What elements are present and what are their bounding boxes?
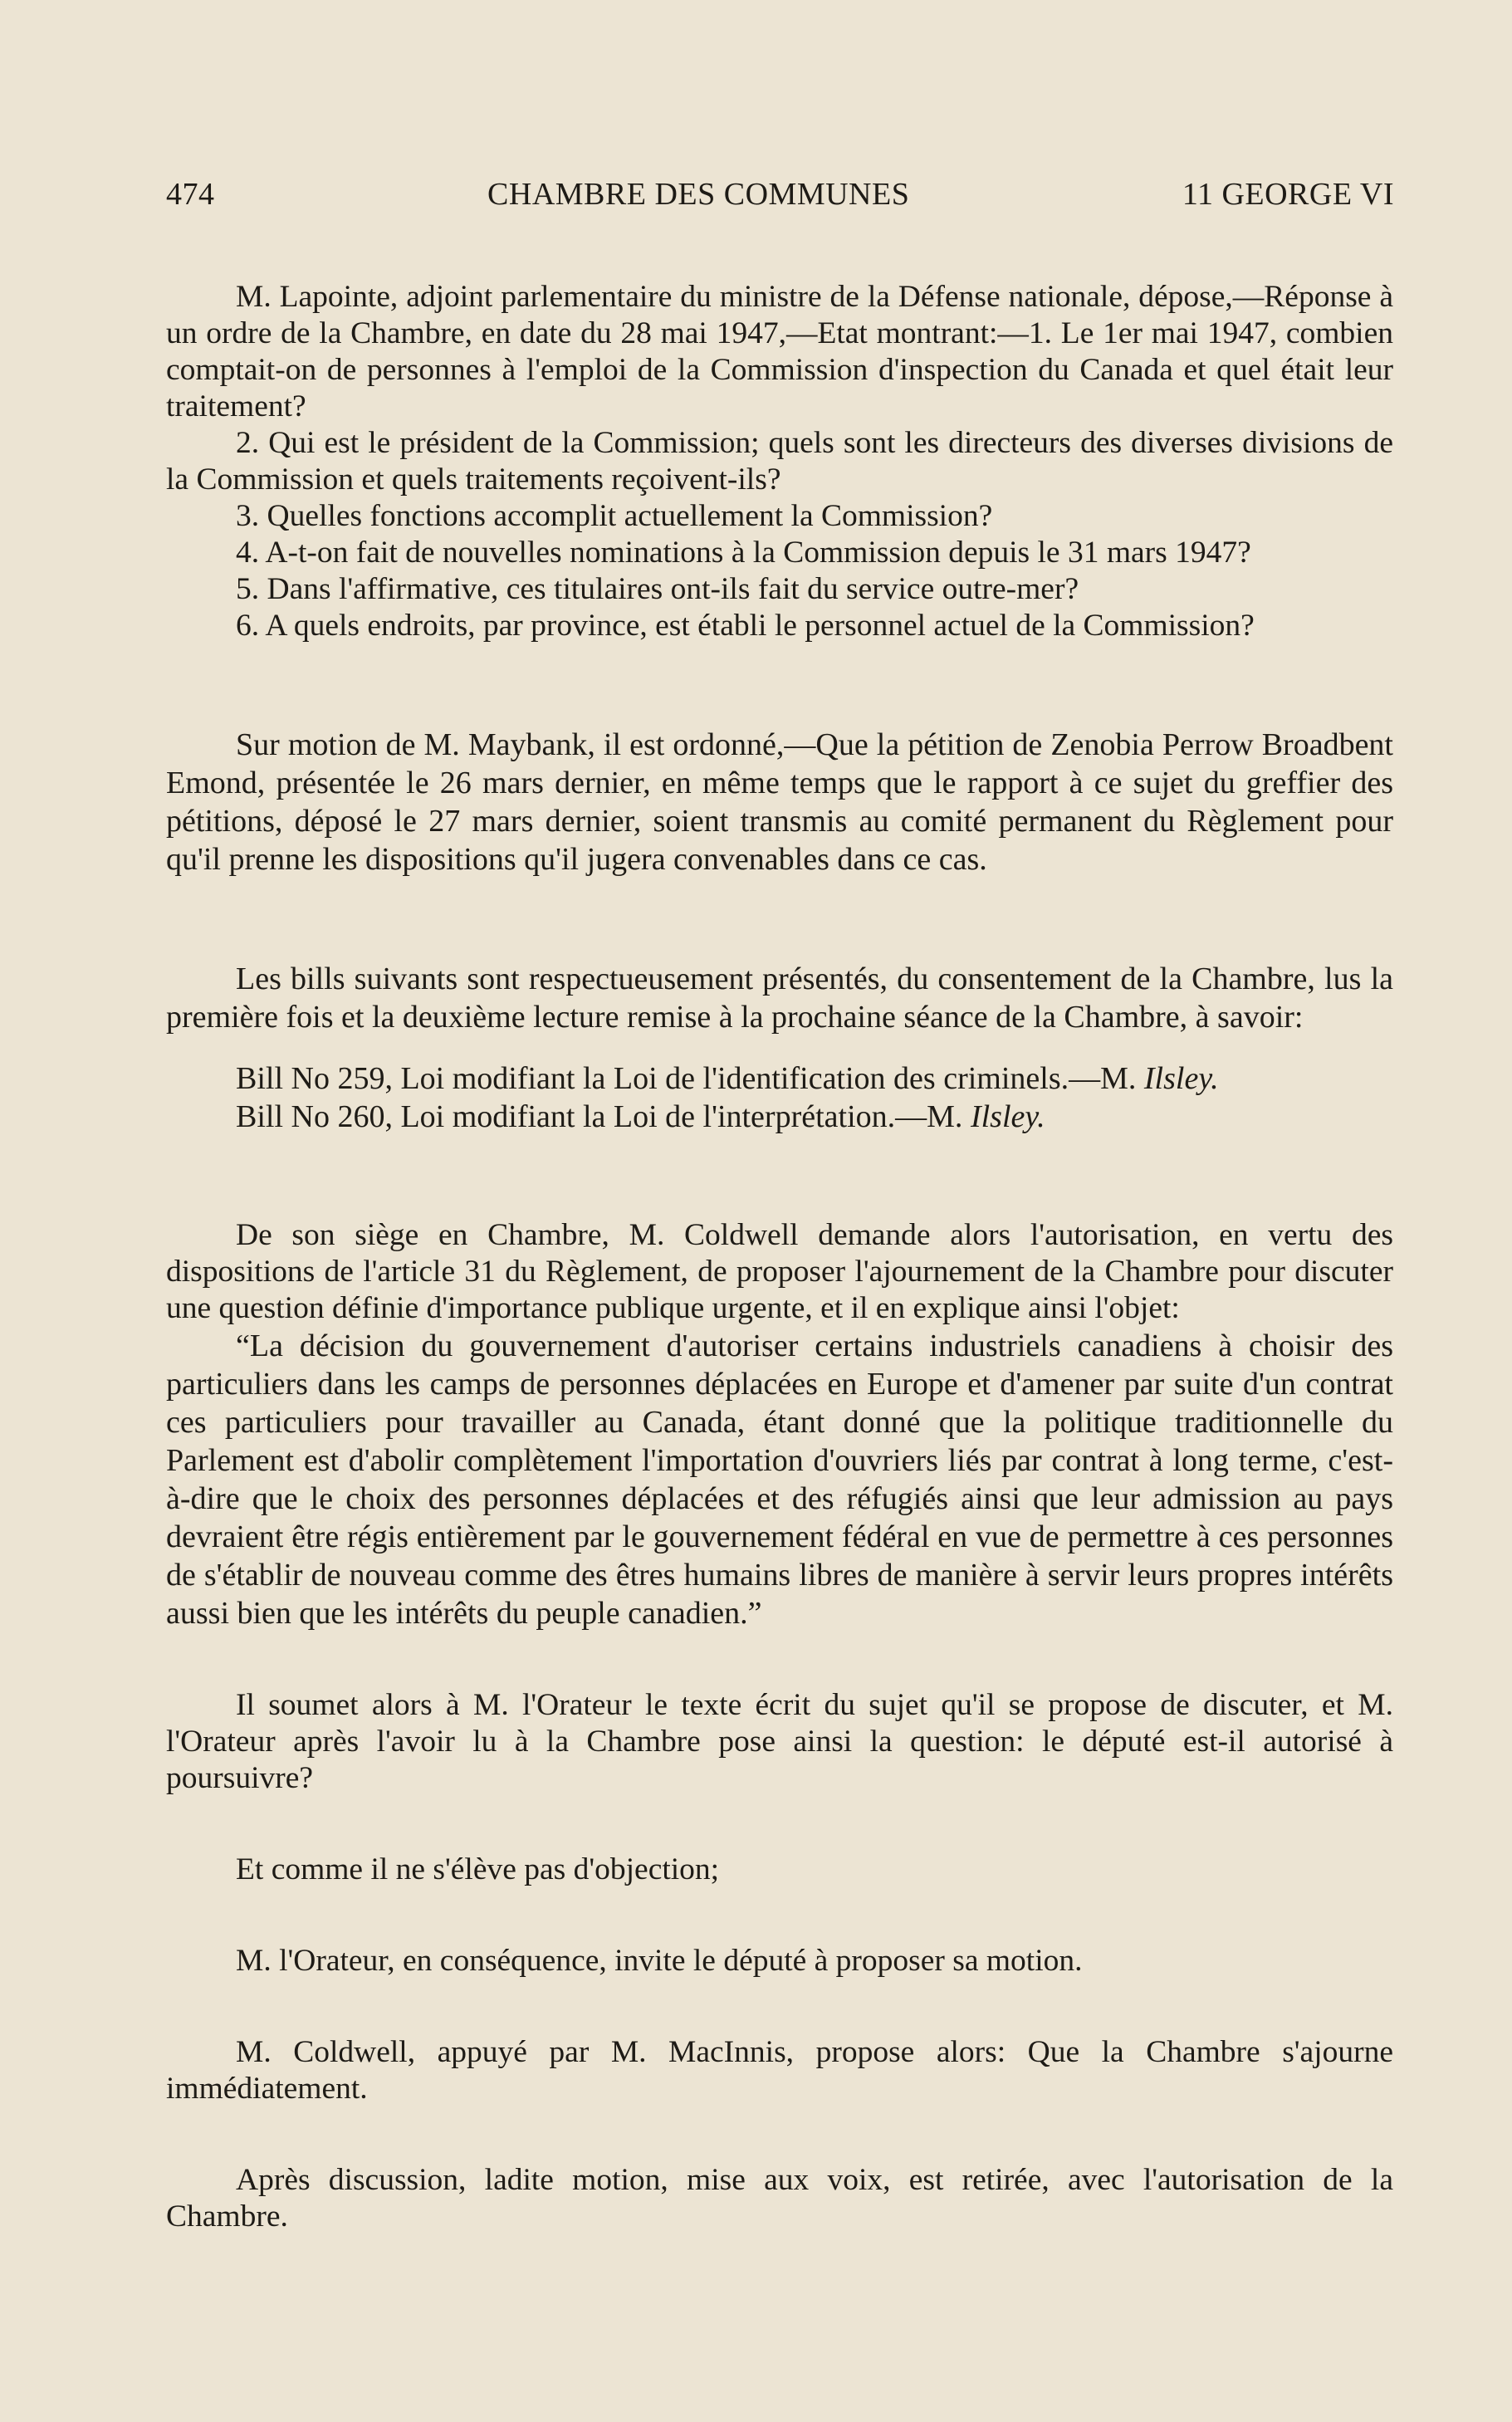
bill-259-sponsor: Ilsley. (1143, 1061, 1219, 1096)
bill-259-text: Bill No 259, Loi modifiant la Loi de l'identification des criminels.—M. (236, 1061, 1144, 1096)
bill-260 (166, 1098, 1393, 1136)
page-number: 474 (166, 177, 215, 212)
question-3: 3. Quelles fonctions accomplit actuellement la Commission? (236, 499, 993, 533)
question-5: 5. Dans l'affirmative, ces titulaires ont-ils fait du service outre-mer? (236, 572, 1079, 606)
running-header (166, 176, 1394, 213)
question-6: 6. A quels endroits, par province, est établi le personnel actuel de la Commission? (236, 609, 1255, 643)
regnal-year: 11 GEORGE VI (1182, 177, 1394, 212)
question-2: 2. Qui est le président de la Commission; quels sont les directeurs des diverses divisions de la Commission et quels traitements reçoivent-ils? (166, 426, 1393, 497)
bill-260-text: Bill No 260, Loi modifiant la Loi de l'interprétation.—M. (236, 1099, 971, 1134)
submit-paragraph: Il soumet alors à M. l'Orateur le texte écrit du sujet qu'il se propose de discuter, et M. l'Orateur après l'avoir lu à la Chambre pose ainsi la question: le député est-il autorisé à poursuivre? (166, 1688, 1393, 1795)
return-intro-paragraph: M. Lapointe, adjoint parlementaire du ministre de la Défense nationale, dépose,—Réponse à un ordre de la Chambre, en date du 28 mai 1947,—Etat montrant:—1. Le 1er mai 1947, combien comptait-on de personnes à l'emploi de la Commission d'inspection du Canada et quel était leur traitement? (166, 280, 1393, 423)
bills-intro-paragraph: Les bills suivants sont respectueusement présentés, du consentement de la Chambre, lus la première fois et la deuxième lecture remise à la prochaine séance de la Chambre, à savoir: (166, 961, 1393, 1035)
motion-paragraph: M. Coldwell, appuyé par M. MacInnis, propose alors: Que la Chambre s'ajourne immédiatement. (166, 2035, 1393, 2106)
petition-paragraph: Sur motion de M. Maybank, il est ordonné,—Que la pétition de Zenobia Perrow Broadbent Emond, présentée le 26 mars dernier, en même temps que le rapport à ce sujet du greffier des pétitions, déposé le 27 mars dernier, soient transmis au comité permanent du Règlement pour qu'il prenne les dispositions qu'il jugera convenables dans ce cas. (166, 727, 1393, 877)
result-paragraph: Après discussion, ladite motion, mise aux voix, est retirée, avec l'autorisation de la Chambre. (166, 2163, 1393, 2234)
question-4: 4. A-t-on fait de nouvelles nominations à la Commission depuis le 31 mars 1947? (236, 536, 1251, 570)
body-text (166, 279, 1393, 2235)
bill-259 (166, 1059, 1393, 1098)
adjournment-quote: “La décision du gouvernement d'autoriser certains industriels canadiens à choisir des particuliers dans les camps de personnes déplacées en Europe et d'amener par suite d'un contrat ces particuliers pour travailler au Canada, étant donné que la politique traditionnelle du Parlement est d'abolir complètement l'importation d'ouvriers liés par contrat à long terme, c'est-à-dire que le choix des personnes déplacées et des réfugiés ainsi que leur admission au pays devraient être régis entièrement par le gouvernement fédéral en vue de permettre à ces personnes de s'établir de nouveau comme des êtres humains libres de manière à servir leurs propres intérêts aussi bien que les intérêts du peuple canadien.” (166, 1328, 1393, 1631)
bill-260-sponsor: Ilsley. (970, 1099, 1045, 1134)
invite-paragraph: M. l'Orateur, en conséquence, invite le député à proposer sa motion. (236, 1944, 1083, 1978)
no-objection-paragraph: Et comme il ne s'élève pas d'objection; (236, 1852, 720, 1886)
running-title: CHAMBRE DES COMMUNES (487, 177, 910, 212)
adjournment-request-paragraph: De son siège en Chambre, M. Coldwell demande alors l'autorisation, en vertu des dispositions de l'article 31 du Règlement, de proposer l'ajournement de la Chambre pour discuter une question définie d'importance publique urgente, et il en explique ainsi l'objet: (166, 1218, 1393, 1325)
